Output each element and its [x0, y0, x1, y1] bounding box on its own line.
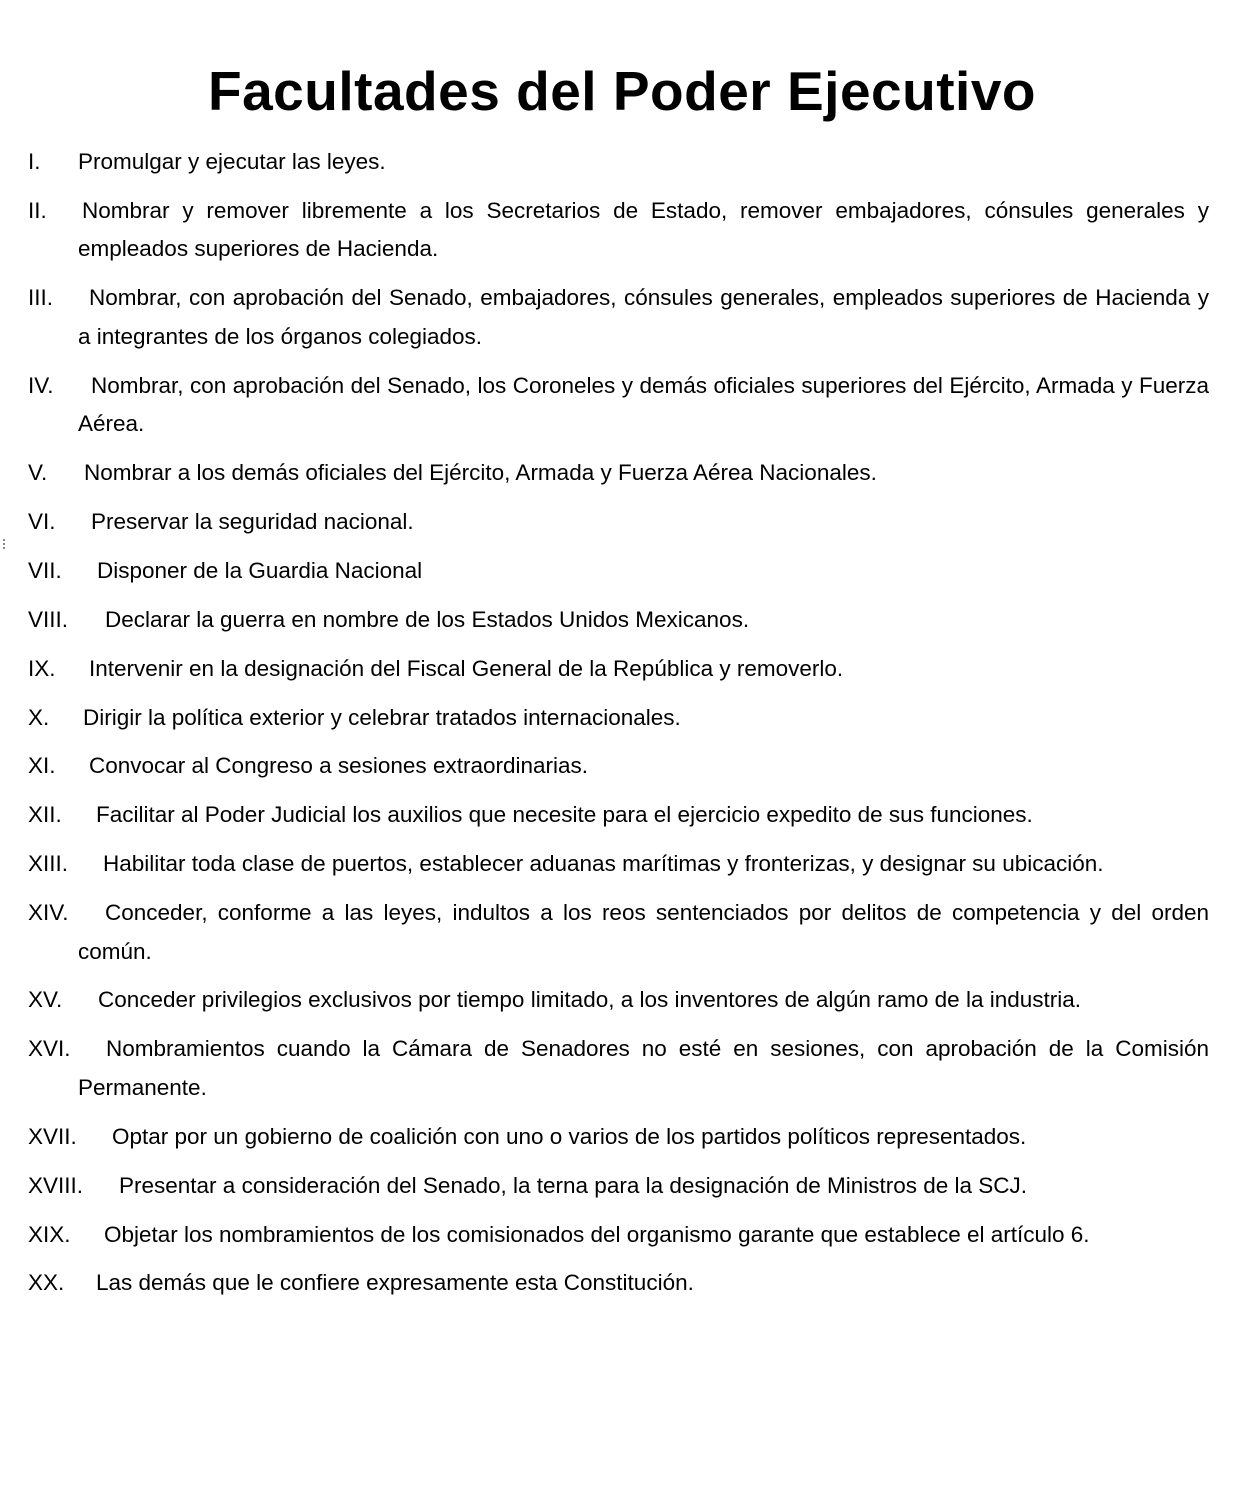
item-text: Dirigir la política exterior y celebrar tratados internacionales.	[83, 704, 681, 730]
item-numeral: XII.	[28, 802, 62, 828]
item-numeral: XI.	[28, 753, 56, 779]
list-item	[28, 650, 1209, 689]
item-text: Nombrar, con aprobación del Senado, embajadores, cónsules generales, empleados superiores de Hacienda y a integrantes de los órganos colegiados.	[78, 285, 1209, 349]
list-item	[28, 601, 1209, 640]
item-text: Optar por un gobierno de coalición con uno o varios de los partidos políticos representados.	[112, 1123, 1027, 1149]
powers-list	[28, 143, 1209, 1313]
item-text: Conceder privilegios exclusivos por tiempo limitado, a los inventores de algún ramo de la industria.	[98, 987, 1082, 1013]
list-item	[28, 1216, 1209, 1255]
item-numeral: XVII.	[28, 1123, 77, 1149]
item-numeral: X.	[28, 704, 50, 730]
list-item	[28, 192, 1209, 269]
item-numeral: XVIII.	[28, 1172, 84, 1198]
item-numeral: VIII.	[28, 606, 69, 632]
list-item	[28, 143, 1209, 182]
list-item	[28, 796, 1209, 835]
item-numeral: II.	[28, 197, 47, 223]
item-numeral: V.	[28, 460, 48, 486]
list-item	[28, 552, 1209, 591]
item-text: Nombrar a los demás oficiales del Ejército, Armada y Fuerza Aérea Nacionales.	[84, 460, 877, 486]
item-numeral: VI.	[28, 508, 56, 534]
list-item	[28, 1030, 1209, 1107]
list-item	[28, 367, 1209, 444]
item-numeral: III.	[28, 285, 54, 311]
item-numeral: XVI.	[28, 1036, 71, 1062]
item-text: Nombrar, con aprobación del Senado, los Coroneles y demás oficiales superiores del Ejército, Armada y Fuerza Aérea.	[78, 372, 1209, 437]
item-text: Nombramientos cuando la Cámara de Senadores no esté en sesiones, con aprobación de la Comisión Permanente.	[78, 1036, 1209, 1100]
item-text: Nombrar y remover libremente a los Secretarios de Estado, remover embajadores, cónsules generales y empleados superiores de Hacienda.	[78, 197, 1209, 262]
item-numeral: IX.	[28, 655, 56, 681]
item-text: Conceder, conforme a las leyes, indultos a los reos sentenciados por delitos de competencia y del orden común.	[78, 900, 1209, 964]
item-text: Presentar a consideración del Senado, la terna para la designación de Ministros de la SCJ.	[119, 1172, 1028, 1198]
item-text: Las demás que le confiere expresamente esta Constitución.	[96, 1270, 694, 1296]
item-numeral: IV.	[28, 372, 54, 398]
item-text: Preservar la seguridad nacional.	[91, 508, 414, 534]
item-text: Convocar al Congreso a sesiones extraordinarias.	[89, 753, 589, 779]
item-text: Habilitar toda clase de puertos, establecer aduanas marítimas y fronterizas, y designar su ubicación.	[103, 851, 1104, 877]
list-item	[28, 981, 1209, 1020]
item-text: Declarar la guerra en nombre de los Estados Unidos Mexicanos.	[105, 606, 750, 632]
list-item	[28, 1264, 1209, 1303]
list-item	[28, 1118, 1209, 1157]
list-item	[28, 454, 1209, 493]
list-item	[28, 845, 1209, 884]
scan-mark	[3, 539, 7, 549]
item-text: Disponer de la Guardia Nacional	[97, 557, 423, 583]
item-numeral: VII.	[28, 557, 62, 583]
item-numeral: XV.	[28, 987, 63, 1013]
item-text: Promulgar y ejecutar las leyes.	[78, 149, 386, 174]
item-text: Facilitar al Poder Judicial los auxilios que necesite para el ejercicio expedito de sus funciones.	[96, 802, 1033, 828]
item-numeral: XIII.	[28, 851, 69, 877]
item-numeral: XIV.	[28, 900, 69, 926]
list-item	[28, 894, 1209, 971]
list-item	[28, 1167, 1209, 1206]
item-numeral: XX.	[28, 1270, 65, 1296]
list-item	[28, 747, 1209, 786]
item-numeral: I.	[28, 149, 41, 174]
list-item	[28, 699, 1209, 738]
list-item	[28, 503, 1209, 542]
page-title: Facultades del Poder Ejecutivo	[207, 60, 1037, 122]
item-numeral: XIX.	[28, 1221, 71, 1247]
item-text: Objetar los nombramientos de los comisionados del organismo garante que establece el artículo 6.	[104, 1221, 1090, 1247]
list-item	[28, 279, 1209, 356]
item-text: Intervenir en la designación del Fiscal General de la República y removerlo.	[89, 655, 844, 681]
